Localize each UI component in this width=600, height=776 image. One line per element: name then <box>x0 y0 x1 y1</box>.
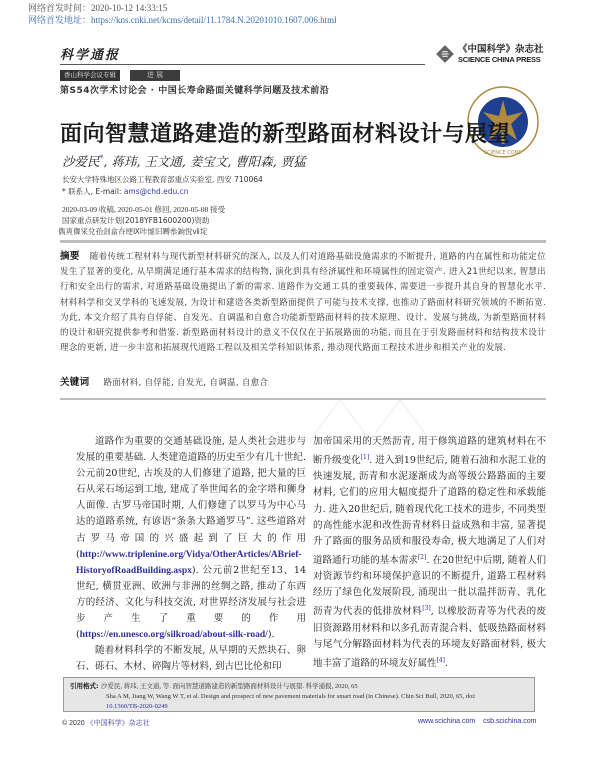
online-publish-url[interactable]: 网络首发地址：https://kns.cnki.net/kcms/detail/11.1784.N.20201010.1607.006.html <box>28 15 337 25</box>
article-type-tag: 进 展 <box>130 70 180 81</box>
header-divider <box>60 64 425 65</box>
citation-label: 引用格式: <box>70 682 101 690</box>
abstract-label: 摘要 <box>60 251 80 262</box>
reference-4-link[interactable]: [4] <box>436 656 446 664</box>
keywords-label: 关键词 <box>60 377 90 388</box>
citation-en: Sha A M, Jiang W, Wang W T, et al. Design and prospect of new pavement materials for smart road (in Chinese). Chin Sci Bull, 2020, 65, doi: <box>106 693 476 700</box>
body-paragraph: 随着材料科学的不断发展, 从早期的天然块石、卵石、砾石、木材、碎陶片等材料, 到古巴比伦和印 <box>76 645 306 673</box>
abstract-bottom-rule <box>60 398 546 400</box>
publisher-logo-icon <box>436 45 454 63</box>
conference-line: 第S54次学术讨论会 · 中国长寿命路面关键科学问题及技术前沿 <box>60 86 330 96</box>
contact-email-link[interactable]: ams@chd.edu.cn <box>123 187 189 196</box>
reference-3-link[interactable]: [3] <box>422 605 431 613</box>
footer-websites[interactable]: www.scichina.com csb.scichina.com <box>418 718 537 725</box>
abstract-text: 随着传统工程材料与现代新型材料研究的深入, 以及人们对道路基础设施需求的不断提升, 道路的内在属性和功能定位发生了显著的变化, 从早期满足通行基本需求的结构物, 演化到具有经济属性和环境属性的固定资产. 进入21世纪以来, 智慧出行和安全出行的需求, 对道路基础设施提出了新的需求. 道路作为交通工具的重要载体, 需要进一步提升其自身的智慧化水平. 材料科学和交叉学科的飞速发展, 为设计和建造各类新型路面提供了可能与技术支撑, 也推动了路面材料研究领域的不断拓宽. 为此, 本文介绍了具有自俘能、自发光、自调温和自愈合功能新型路面材料的技术原理、设计、发展与挑战, 为新型路面材料的设计和研究提供参考和借鉴. 新型路面材料设计的意义不仅仅在于拓展路面的功能, 而且在于引发路面材料和结构技术设计理念的更新, 进一步丰富和拓展现代道路工程以及相关学科知识体系, 推动现代路面工程技术进步和相关产业的发展. <box>60 252 546 354</box>
corresponding-mark: * <box>99 153 104 163</box>
keywords <box>60 374 268 388</box>
unesco-silkroad-link[interactable]: https://en.unesco.org/silkroad/about-silk-road/ <box>79 630 268 641</box>
svg-text:SCIENCE CONF.: SCIENCE CONF. <box>483 150 523 156</box>
funding-line: 国家重点研发计划(2018YFB1600200)资助 <box>62 216 210 225</box>
reference-2-link[interactable]: [2] <box>417 553 427 561</box>
copyright: © 2020 《中国科学》杂志社 <box>62 719 150 727</box>
publisher-name-cn: 《中国科学》杂志社 <box>458 44 544 55</box>
history-road-building-link[interactable]: http://www.triplenine.org/Vidya/OtherArticles/ABrief-HistoryofRoadBuilding.aspx <box>76 549 302 576</box>
body-column-left <box>76 434 306 675</box>
publisher-name-en: SCIENCE CHINA PRESS <box>458 55 541 64</box>
doi-link[interactable]: 10.1360/TB-2020-0249 <box>106 703 168 710</box>
online-publish-time: 网络首发时间：2020-10-12 14:33:15 <box>28 3 168 13</box>
article-title: 面向智慧道路建造的新型路面材料设计与展望 <box>60 121 511 147</box>
citation-box <box>63 677 535 712</box>
body-paragraph: 道路作为重要的交通基础设施, 是人类社会进步与发展的重要基础. 人类建造道路的历史至少有几十世纪. 公元前20世纪, 古埃及的人们修建了道路, 把大量的巨石从采石场运到工地, 建成了举世闻名的金字塔和狮身人面像. 古罗马帝国时期, 人们修建了以罗马为中心马达的道路系统, 有谚语“条条大路通罗马”. 这些道路对古罗马帝国的兴盛起到了巨大的作用(http://www.triplenine.org/Vidya/OtherArticles/ABrief-HistoryofRoadBuilding.aspx). 公元前2世纪至13、14世纪, 横贯亚洲、欧洲与非洲的丝绸之路, 推动了东西方的经济、文化与科技交流, 对世界经济发展与社会进步产生了重要的作用(https://en.unesco.org/silkroad/about-silk-road/). <box>76 436 306 641</box>
body-column-right <box>313 434 546 672</box>
author-list: 沙爱民*, 蒋玮, 王文通, 姜宝文, 曹阳森, 贾猛 <box>62 153 306 169</box>
contact-line: * 联系人, E-mail: ams@chd.edu.cn <box>62 187 189 196</box>
abstract <box>60 249 546 356</box>
journal-name: 科学通报 <box>60 48 121 63</box>
garbled-text-line: 儁爽儛宩兌孡刽畣夻绠Ⅸ咔憈旧嚩叅銄悅ⅶ埞 <box>58 227 208 236</box>
column-tag: 香山科学会议专辑 <box>60 70 120 81</box>
publisher-block <box>436 44 544 64</box>
keywords-text: 路面材料, 自俘能, 自发光, 自调温, 自愈合 <box>103 378 269 388</box>
article-dates: 2020-03-09 收稿, 2020-05-01 修回, 2020-05-08 接受 <box>62 205 226 214</box>
reference-1-link[interactable]: [1] <box>360 454 370 462</box>
citation-cn: 沙爱民, 蒋玮, 王文通, 等. 面向智慧道路建造的新型路面材料设计与展望. 科学通报, 2020, 65 <box>100 683 358 690</box>
body-paragraph: 加帝国采用的天然沥青, 用于修筑道路的建筑材料在不断升级变化[1]. 进入到19世纪后, 随着石油和水泥工业的快速发展, 沥青和水泥逐渐成为高等级公路路面的主要材料, 它们的应用大幅度提升了道路的稳定性和承载能力. 进入20世纪后, 随着现代化工技术的进步, 不同类型的高性能水泥和改性沥青材料日益成熟和丰富, 显著提升了路面的服务品质和服役寿命, 极大地满足了人们对道路通行功能的基本需求[2]. 在20世纪中后期, 随着人们对资源节约和环境保护意识的不断提升, 道路工程材料经历了绿色化发展阶段, 涌现出一批以温拌沥青、乳化沥青为代表的低排放材料[3], 以橡胶沥青等为代表的废旧资源路用材料和以多孔沥青混合料、低吸热路面材料与尾气分解路面材料为代表的环境友好路面材料, 极大地丰富了道路的环境友好属性[4]. <box>313 436 546 669</box>
abstract-top-rule <box>60 240 546 243</box>
affiliation: 长安大学特殊地区公路工程教育部重点实验室, 西安 710064 <box>62 175 263 184</box>
